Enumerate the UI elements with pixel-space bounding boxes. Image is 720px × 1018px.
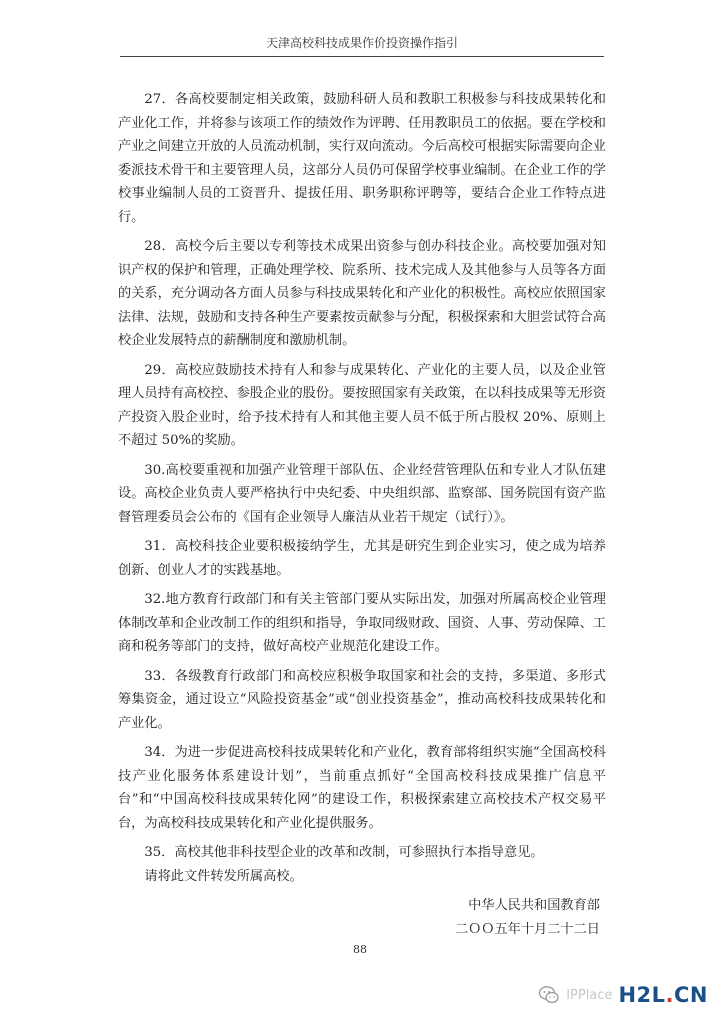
running-header: 天津高校科技成果作价投资操作指引 <box>265 36 458 50</box>
paragraph-27: 27．各高校要制定相关政策，鼓励科研人员和教职工积极参与科技成果转化和产业化工作，并将参与该项工作的绩效作为评聘、任用教职员工的依据。要在学校和产业之间建立开放的人员流动机制，实行双向流动。今后高校可根据实际需要向企业委派技术骨干和主要管理人员，这部分人员仍可保留学校事业编制。在企业工作的学校事业编制人员的工资晋升、提拔任用、职务职称评聘等，要结合企业工作特点进行。 <box>118 92 606 225</box>
h2l-logo <box>618 983 708 1007</box>
document-body <box>118 88 606 941</box>
issue-date: 二ＯＯ五年十月二十二日 <box>454 921 600 937</box>
watermark <box>538 983 708 1007</box>
page-number: 88 <box>353 943 367 956</box>
paragraph-31: 31．高校科技企业要积极接纳学生，尤其是研究生到企业实习，使之成为培养创新、创业人才的实践基地。 <box>118 539 606 578</box>
paragraph-28: 28．高校今后主要以专利等技术成果出资参与创办科技企业。高校要加强对知识产权的保护和管理，正确处理学校、院系所、技术完成人及其他参与人员等各方面的关系，充分调动各方面人员参与科技成果转化和产业化的积极性。高校应依照国家法律、法规，鼓励和支持各种生产要素按贡献参与分配，积极探索和大胆尝试符合高校企业发展特点的薪酬制度和激励机制。 <box>118 239 606 348</box>
paragraph-30: 30.高校要重视和加强产业管理干部队伍、企业经营管理队伍和专业人才队伍建设。高校企业负责人要严格执行中央纪委、中央组织部、监察部、国务院国有资产监督管理委员会公布的《国有企业领导人廉洁从业若干规定（试行）》。 <box>118 462 606 525</box>
logo-part-h2l: H2L <box>618 983 666 1007</box>
paragraph-33: 33．各级教育行政部门和高校应积极争取国家和社会的支持，多渠道、多形式筹集资金，通过设立“风险投资基金”或“创业投资基金”，推动高校科技成果转化和产业化。 <box>118 668 606 731</box>
watermark-faint-text: IPPlace <box>566 987 613 1003</box>
logo-part-cn: CN <box>674 983 708 1007</box>
paragraph-35: 35．高校其他非科技型企业的改革和改制，可参照执行本指导意见。 <box>144 845 544 860</box>
paragraph-29: 29．高校应鼓励技术持有人和参与成果转化、产业化的主要人员，以及企业管理人员持有高校控、参股企业的股份。要按照国家有关政策，在以科技成果等无形资产投资入股企业时，给予技术持有人和其他主要人员不低于所占股权 20%、原则上不超过 50%的奖励。 <box>118 362 606 448</box>
paragraph-34: 34．为进一步促进高校科技成果转化和产业化，教育部将组织实施“全国高校科技产业化服务体系建设计划”，当前重点抓好“全国高校科技成果推广信息平台”和“中国高校科技成果转化网”的建设工作，积极探索建立高校技术产权交易平台，为高校科技成果转化和产业化提供服务。 <box>118 745 606 831</box>
paragraph-32: 32.地方教育行政部门和有关主管部门要从实际出发，加强对所属高校企业管理体制改革和企业改制工作的组织和指导，争取同级财政、国资、人事、劳动保障、工商和税务等部门的支持，做好高校产业规范化建设工作。 <box>118 592 606 654</box>
wechat-icon <box>538 984 560 1006</box>
logo-part-dot: . <box>665 983 674 1007</box>
issuer-name: 中华人民共和国教育部 <box>468 898 600 913</box>
header-rule <box>120 56 604 57</box>
closing-instruction: 请将此文件转发所属高校。 <box>144 868 303 884</box>
